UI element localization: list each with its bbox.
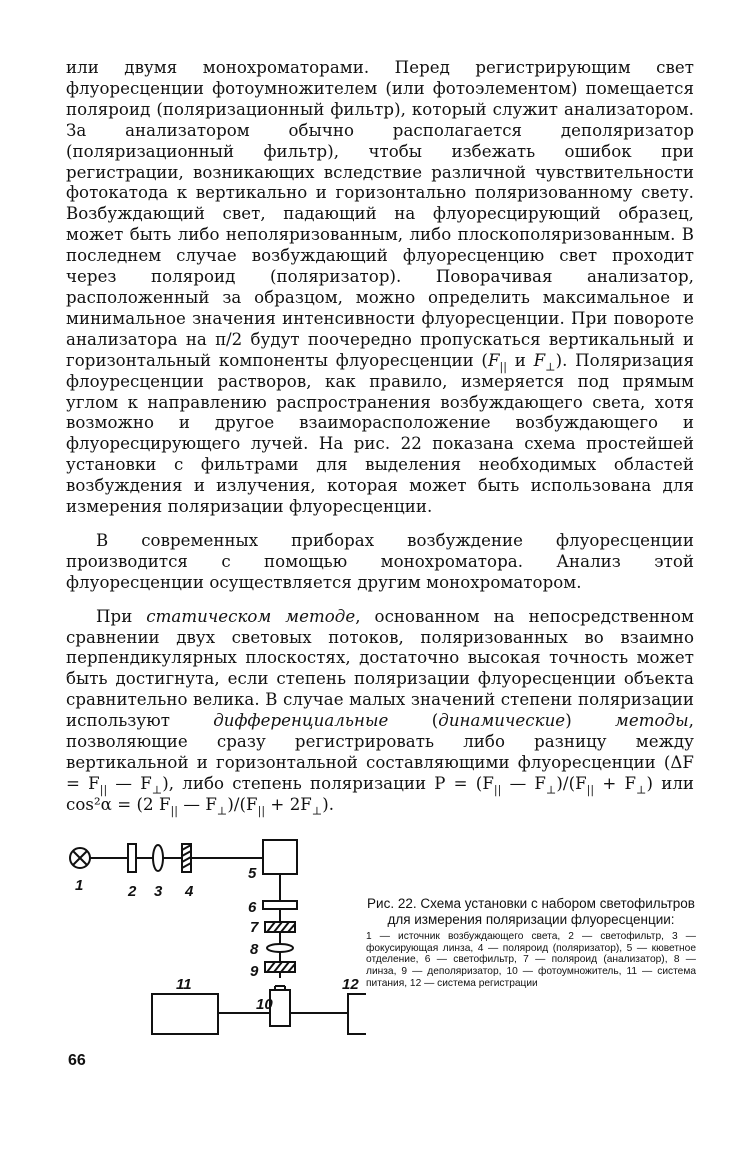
figure-22 — [66, 828, 706, 1058]
term-static-method: статическом методе — [146, 606, 356, 626]
label-10: 10 — [256, 996, 273, 1013]
subscript: || — [99, 783, 108, 797]
p3-text: При — [96, 606, 147, 626]
photomultiplier-10 — [270, 990, 290, 1026]
term-differential: дифференциальные — [213, 711, 389, 731]
cuvette-5 — [263, 840, 297, 874]
term-dynamic: динамические — [438, 711, 566, 731]
formula-text: ). — [322, 794, 335, 814]
page-body — [66, 58, 694, 816]
subscript: ⊥ — [546, 783, 557, 797]
caption-title: Рис. 22. Схема установки с набором светофильтров для измерения поляризации флуоресценции: — [367, 896, 695, 927]
conjunction: и — [507, 350, 534, 370]
label-7: 7 — [250, 919, 259, 936]
lens-8 — [267, 944, 293, 952]
figure-caption — [366, 896, 696, 990]
power-supply-11 — [152, 994, 218, 1034]
subscript: || — [493, 783, 502, 797]
term-methods: методы — [615, 711, 689, 731]
subscript: ⊥ — [151, 783, 163, 797]
p3-text: ( — [388, 711, 439, 731]
formula-text: ), либо степень поляризации P = (F — [162, 773, 494, 793]
formula-text: — F — [107, 773, 152, 793]
paragraph-2: В современных приборах возбуждение флуоресценции производится с помощью монохроматора. Анализ этой флуоресценции осуществляется другим монохроматором. — [66, 530, 694, 592]
symbol-f: F — [533, 350, 546, 370]
label-12: 12 — [342, 976, 359, 993]
label-8: 8 — [250, 941, 259, 958]
label-4: 4 — [185, 883, 194, 900]
caption-legend: 1 — источник возбуждающего света, 2 — светофильтр, 3 — фокусирующая линза, 4 — поляроид (поляризатор), 5 — кюветное отделение, 6 — светофильтр, 7 — поляроид (анализатор), 8 — линза, 9 — деполяризатор, 10 — фотоумножитель, 11 — система питания, 12 — система регистрации — [366, 931, 696, 989]
filter-6 — [263, 901, 297, 909]
subscript-parallel: || — [499, 360, 508, 373]
recorder-12 — [348, 994, 366, 1034]
subscript-perp: ⊥ — [545, 360, 556, 373]
label-3: 3 — [154, 883, 163, 900]
subscript: || — [257, 804, 266, 818]
paragraph-1-tail: ). Поляризация флоуресценции растворов, как правило, измеряется под прямым углом к направлению распространения возбуждающего света, хотя возможно и другое взаиморасположение возбуждающего и флуоресцирующего лучей. На рис. 22 показана схема простейшей установки с фильтрами для выделения необходимых областей возбуждения и излучения, которая может быть использована для измерения поляризации флуоресценции. — [66, 350, 695, 517]
lens-3 — [153, 845, 163, 871]
formula-text: — F — [178, 794, 217, 814]
label-11: 11 — [176, 976, 192, 993]
label-6: 6 — [248, 899, 257, 916]
label-9: 9 — [250, 963, 259, 980]
p3-text: ) — [565, 711, 616, 731]
subscript: || — [170, 804, 179, 818]
formula-text: — F — [501, 773, 546, 793]
symbol-f: F — [487, 350, 500, 370]
subscript: || — [586, 783, 595, 797]
subscript: ⊥ — [216, 804, 228, 818]
setup-diagram — [66, 828, 366, 1058]
formula-text: )/(F — [227, 794, 258, 814]
page-number: 66 — [68, 1052, 86, 1069]
paragraph-3 — [66, 607, 694, 816]
formula-text: ) или cos²α = (2 F — [66, 773, 695, 814]
subscript: ⊥ — [311, 804, 323, 818]
label-1: 1 — [75, 877, 84, 894]
formula-text: , позволяющие сразу регистрировать либо разницу между вертикальной и горизонтальной составляющими флуоресценции (ΔF = F — [66, 711, 694, 793]
subscript: ⊥ — [636, 783, 647, 797]
filter-2 — [128, 844, 136, 872]
formula-text: + 2F — [265, 794, 312, 814]
paragraph-1-text: или двумя монохроматорами. Перед регистрирующим свет флуоресценции фотоумножителем (или фотоэлементом) помещается поляроид (поляризационный фильтр), который служит анализатором. За анализатором обычно располагается деполяризатор (поляризационный фильтр), чтобы избежать ошибок при регистрации, возникающих вследствие различной чувствительности фотокатода к вертикально и горизонтально поляризованному свету. Возбуждающий свет, падающий на флуоресцирующий образец, может быть либо неполяризованным, либо плоскополяризованным. В последнем случае возбуждающий флуоресценцию свет проходит через поляроид (поляризатор). Поворачивая анализатор, расположенный за образцом, можно определить максимальное и минимальное значения интенсивности флуоресценции. При повороте анализатора на π/2 будут поочередно пропускаться вертикальный и горизонтальный компоненты флуоресценции ( — [66, 58, 694, 370]
formula-text: + F — [594, 773, 637, 793]
p3-text: , основанном на непосредственном сравнении двух световых потоков, поляризованных во взаимно перпендикулярных плоскостях, достаточно высокая точность может быть достигнута, если степень поляризации флуоресценции объекта сравнительно велика. В случае малых значений степени поляризации используют — [66, 606, 694, 731]
label-5: 5 — [248, 865, 257, 882]
formula-text: )/(F — [556, 773, 587, 793]
paragraph-1 — [66, 58, 694, 518]
label-2: 2 — [128, 883, 137, 900]
